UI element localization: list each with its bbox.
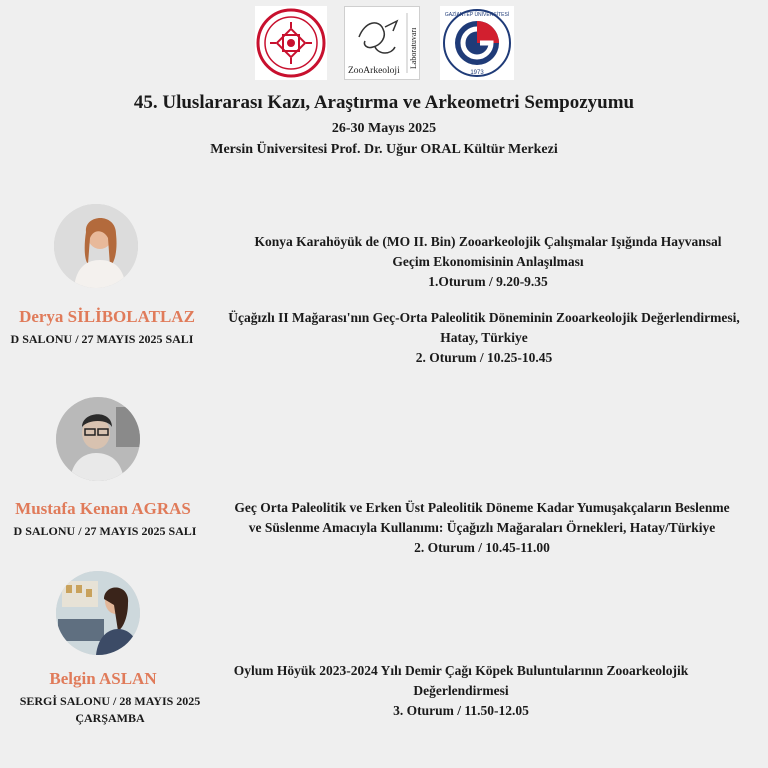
speaker-session-derya: D SALONU / 27 MAYIS 2025 SALI <box>10 332 194 346</box>
talk-title-line: Değerlendirmesi <box>413 683 509 698</box>
speaker-name-derya: Derya SİLİBOLATLAZ <box>19 307 195 326</box>
speaker-photo-belgin <box>56 571 140 655</box>
talk-time: 1.Oturum / 9.20-9.35 <box>428 274 548 289</box>
svg-text:Laboratuvarı: Laboratuvarı <box>409 27 418 69</box>
animal-sketch-icon <box>345 7 421 81</box>
event-venue: Mersin Üniversitesi Prof. Dr. Uğur ORAL Kültür Merkezi <box>210 142 558 157</box>
ministry-seal-icon <box>255 6 327 80</box>
speaker-photo-mustafa <box>56 397 140 481</box>
zooarkeoloji-lab-logo <box>344 6 420 80</box>
talk-title-line: Oylum Höyük 2023-2024 Yılı Demir Çağı Köpek Buluntularının Zooarkeolojik <box>233 663 689 678</box>
talk-mustafa-1 <box>196 498 768 558</box>
university-emblem-icon <box>440 6 514 80</box>
ministry-logo <box>255 6 327 80</box>
talk-title-line: Geç Orta Paleolitik ve Erken Üst Paleolitik Döneme Kadar Yumuşakçaların Beslenme <box>234 500 730 515</box>
talk-title-line: ve Süslenme Amacıyla Kullanımı: Üçağızlı Mağaraları Örnekleri, Hatay/Türkiye <box>248 520 716 535</box>
talk-time: 2. Oturum / 10.45-11.00 <box>414 540 550 555</box>
talk-title-line: Konya Karahöyük de (MO II. Bin) Zooarkeolojik Çalışmalar Işığında Hayvansal <box>254 234 722 249</box>
talk-title-line: Üçağızlı II Mağarası'nın Geç-Orta Paleolitik Döneminin Zooarkeolojik Değerlendirmesi, <box>228 310 740 325</box>
svg-text:ZooArkeoloji: ZooArkeoloji <box>348 66 400 76</box>
talk-title-line: Geçim Ekonomisinin Anlaşılması <box>392 254 584 269</box>
svg-text:1973: 1973 <box>470 70 484 76</box>
talk-derya-2 <box>200 308 768 368</box>
talk-time: 3. Oturum / 11.50-12.05 <box>393 703 529 718</box>
event-dates: 26-30 Mayıs 2025 <box>331 121 437 136</box>
gaziantep-university-logo <box>440 6 514 80</box>
speaker-name-belgin: Belgin ASLAN <box>49 669 157 688</box>
speaker-session-belgin <box>0 693 220 727</box>
speaker-name-mustafa: Mustafa Kenan AGRAS <box>15 499 191 518</box>
talk-derya-1 <box>208 232 768 292</box>
session-line: ÇARŞAMBA <box>75 711 145 725</box>
talk-title-line: Hatay, Türkiye <box>440 330 528 345</box>
svg-text:GAZİANTEP ÜNİVERSİTESİ: GAZİANTEP ÜNİVERSİTESİ <box>444 12 510 18</box>
session-line: SERGİ SALONU / 28 MAYIS 2025 <box>19 694 201 708</box>
speaker-session-mustafa: D SALONU / 27 MAYIS 2025 SALI <box>13 524 197 538</box>
page-title: 45. Uluslararası Kazı, Araştırma ve Arkeometri Sempozyumu <box>133 92 635 113</box>
talk-time: 2. Oturum / 10.25-10.45 <box>415 350 553 365</box>
speaker-photo-derya <box>54 204 138 288</box>
talk-belgin-1 <box>196 661 726 721</box>
